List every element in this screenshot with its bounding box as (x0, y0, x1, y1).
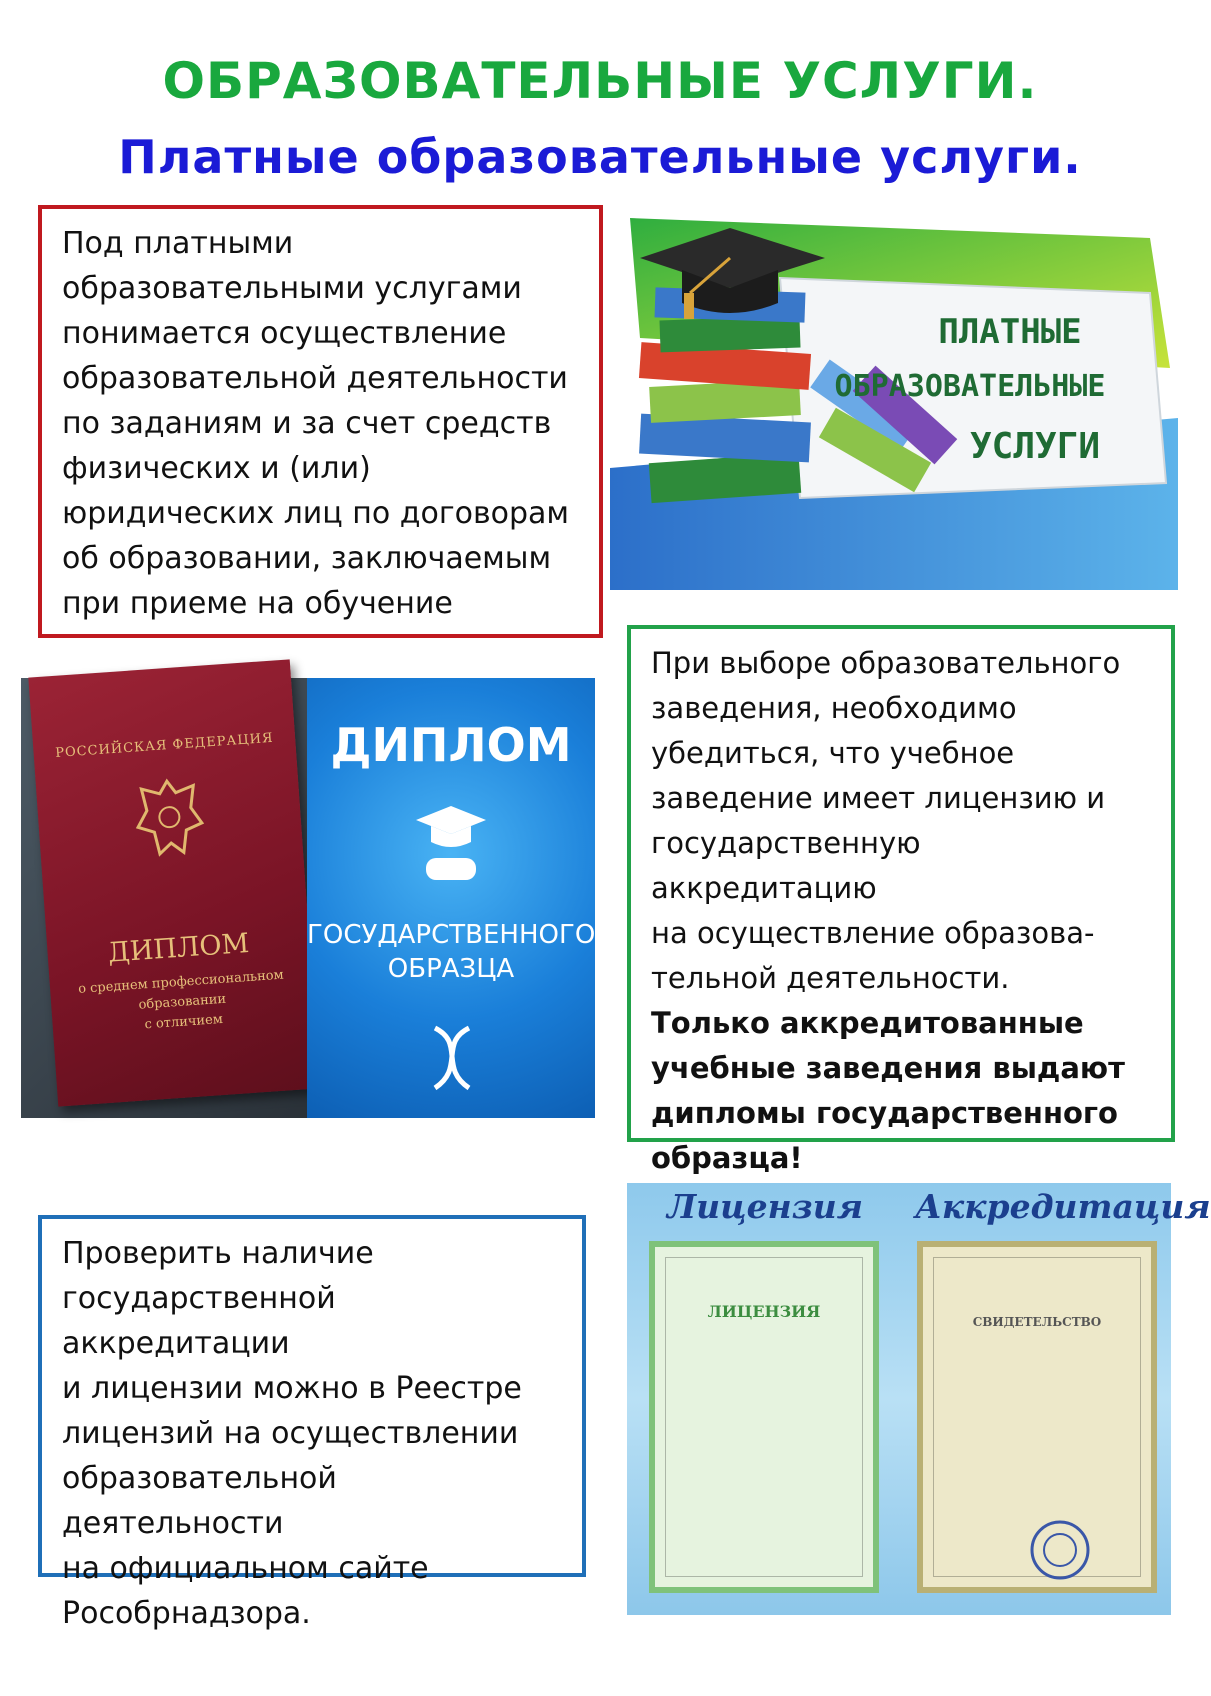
banner-line-1: ПЛАТНЫЕ (938, 312, 1082, 352)
cover-country: РОССИЙСКАЯ ФЕДЕРАЦИЯ (54, 730, 274, 761)
advice-box-line: заведение имеет лицензию и (651, 781, 1106, 815)
banner-line-3: УСЛУГИ (969, 426, 1101, 467)
page-subtitle: Платные образовательные услуги. (118, 130, 1082, 184)
cover-subtitle-line: о среднем профессиональном (77, 967, 285, 997)
advice-box-line: При выборе образовательного (651, 646, 1121, 680)
advice-box-line: государственную аккредитацию (651, 826, 921, 905)
advice-box-line: на осуществление образова- (651, 916, 1095, 950)
cover-subtitle (50, 964, 316, 1042)
cover-subtitle-line: образовании (138, 991, 227, 1013)
page-title: ОБРАЗОВАТЕЛЬНЫЕ УСЛУГИ. (162, 52, 1038, 110)
registry-box-line: государственной аккредитации (62, 1281, 336, 1361)
cover-title: ДИПЛОМ (106, 927, 251, 969)
license-heading: Лицензия (667, 1187, 864, 1226)
definition-box-line: об образовании, заключаемым (62, 541, 552, 576)
advice-box-bold-line: образца! (651, 1141, 803, 1175)
definition-box-line: образовательной деятельности (62, 361, 568, 396)
eagle-emblem-icon (130, 771, 208, 866)
cover-subtitle-line: с отличием (144, 1011, 224, 1033)
books-cap-illustration (610, 218, 1178, 590)
registry-box-line: на официальном сайте (62, 1551, 429, 1586)
registry-box-line: и лицензии можно в Реестре (62, 1371, 522, 1406)
definition-box-line: понимается осуществление (62, 316, 507, 351)
advice-box (627, 625, 1175, 1175)
definition-box-line: Под платными (62, 226, 294, 261)
banner-line-2: ОБРАЗОВАТЕЛЬНЫЕ (834, 369, 1106, 404)
advice-box-bold-line: дипломы государственного (651, 1096, 1118, 1130)
advice-box-line: убедиться, что учебное (651, 736, 1015, 770)
license-doc-title: ЛИЦЕНЗИЯ (707, 1302, 821, 1321)
definition-box-line: образовательными услугами (62, 271, 522, 306)
accreditation-heading: Аккредитация (915, 1187, 1211, 1226)
diploma-image (21, 678, 595, 1118)
registry-box-line: Проверить наличие (62, 1236, 374, 1271)
definition-box-line: юридических лиц по договорам (62, 496, 570, 531)
diploma-cover (28, 659, 319, 1106)
seal-icon (1027, 1517, 1093, 1583)
advice-box-line: заведения, необходимо (651, 691, 1017, 725)
diploma-banner (307, 678, 595, 1118)
registry-box-line: образовательной деятельности (62, 1461, 337, 1541)
definition-box-line: при приеме на обучение (62, 586, 453, 621)
banner-subtitle-line: ОБРАЗЦА (387, 954, 515, 984)
registry-box-line: Рособрнадзора. (62, 1596, 311, 1631)
banner-title: ДИПЛОМ (330, 718, 572, 772)
definition-box-line: по заданиям и за счет средств (62, 406, 552, 441)
definition-box-line: физических и (или) (62, 451, 371, 486)
advice-box-bold-line: Только аккредитованные (651, 1006, 1084, 1040)
registry-box-line: лицензий на осуществлении (62, 1416, 519, 1451)
accreditation-doc-title: СВИДЕТЕЛЬСТВО (972, 1315, 1102, 1329)
definition-box (38, 205, 603, 638)
registry-box (38, 1215, 586, 1631)
graduation-cap-icon (411, 798, 491, 888)
banner-subtitle-line: ГОСУДАРСТВЕННОГО (307, 920, 596, 950)
advice-box-line: тельной деятельности. (651, 961, 1010, 995)
paid-services-banner-image (610, 218, 1178, 590)
license-document (649, 1241, 879, 1593)
license-accreditation-image (627, 1183, 1211, 1615)
banner-subtitle (307, 918, 595, 986)
accreditation-document (917, 1241, 1157, 1593)
advice-box-bold-line: учебные заведения выдают (651, 1051, 1125, 1085)
diploma-photo (21, 678, 307, 1118)
dna-icon (425, 1023, 479, 1093)
